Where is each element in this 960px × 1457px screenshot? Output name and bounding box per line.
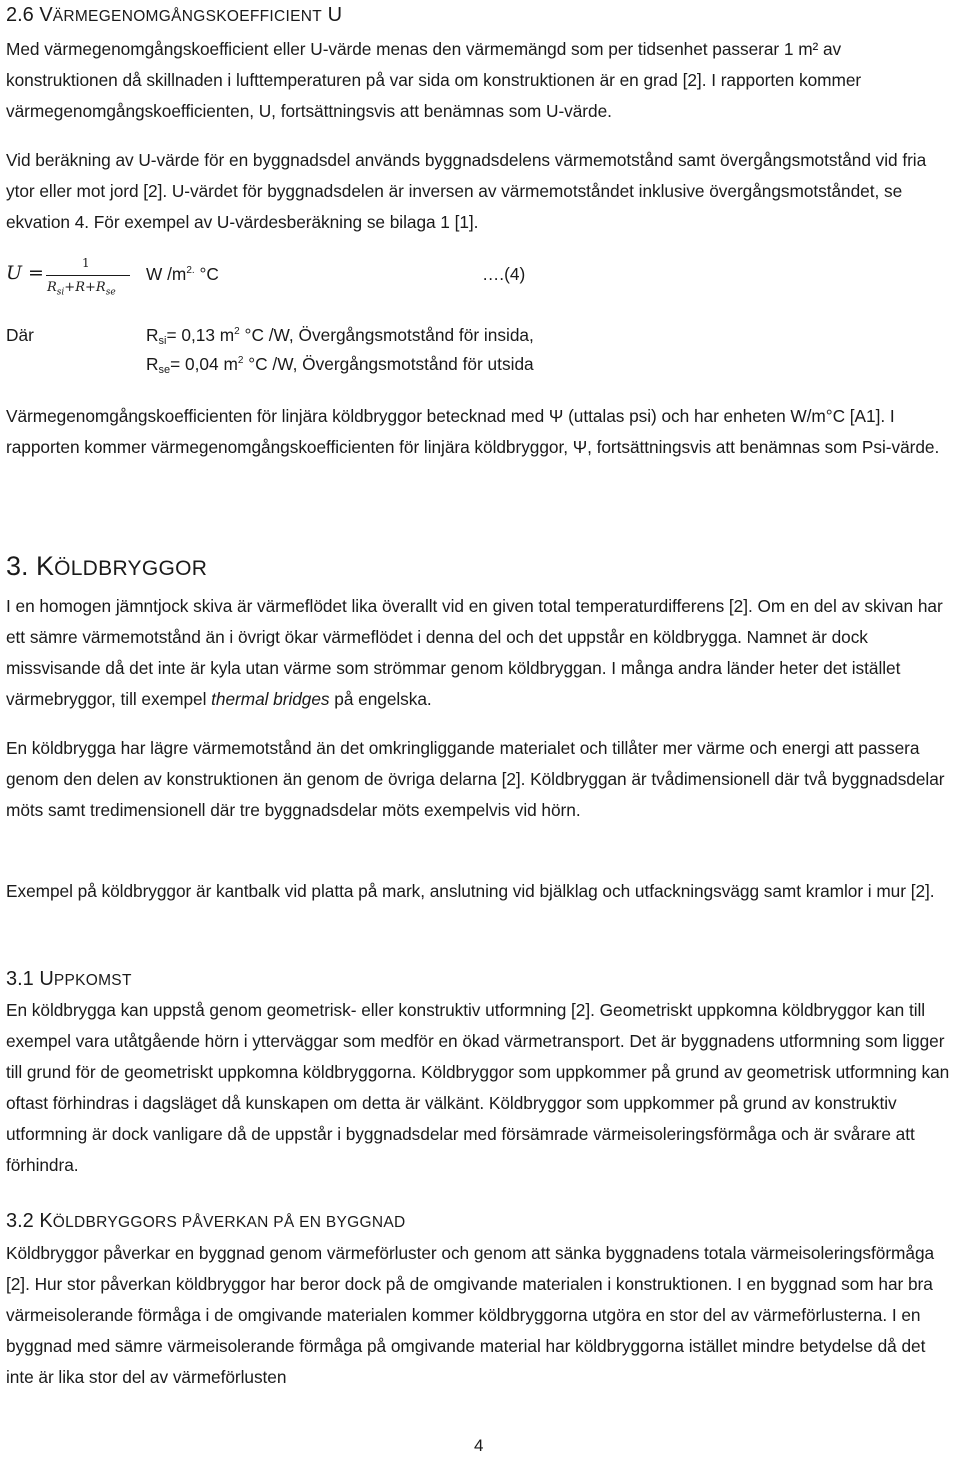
heading-number: 3.2	[6, 1210, 34, 1232]
page-number: 4	[474, 1436, 484, 1455]
heading-2-6: 2.6 VÄRMEGENOMGÅNGSKOEFFICIENT U	[6, 4, 343, 26]
fraction-numerator: 1	[82, 256, 90, 270]
where-line-rse: $R_{se}= 0,04$ $m^2$ °C /W, Övergångsmotstånd för utsida	[146, 354, 534, 376]
italic-term: thermal bridges	[211, 689, 330, 709]
heading-3-2: 3.2 KÖLDBRYGGORS PÅVERKAN PÅ EN BYGGNAD	[6, 1210, 406, 1232]
heading-number: 3.1	[6, 968, 34, 990]
fraction-bar	[46, 275, 130, 276]
heading-number: 2.6	[6, 4, 34, 26]
equation-unit: W $/m^{2.}$ °C	[146, 264, 219, 284]
paragraph-psi-value: Värmegenomgångskoefficienten för linjära köldbryggor betecknad med Ψ (uttalas psi) och har enheten W/m°C [A1]. I rapporten kommer värmegenomgångskoefficienten för linjära köldbryggor, Ψ, fortsättningsvis att benämnas som Psi-värde.	[6, 406, 940, 457]
paragraph-koldbrygga-examples: Exempel på köldbryggor är kantbalk vid platta på mark, anslutning vid bjälklag och utfackningsvägg samt kramlor i mur [2].	[6, 881, 935, 901]
paragraph-uppkomst: En köldbrygga kan uppstå genom geometrisk- eller konstruktiv utformning [2]. Geometriskt uppkomna köldbryggor kan till exempel vara utåtgående hörn i ytterväggar som medför en ökad värmetransport. Det är byggnadens utformning som ligger till grund för de geometriskt uppkomna köldbryggorna. Köldbryggor som uppkommer på grund av geometrisk utformning kan oftast förhindras i dagsläget då kunskapen om detta är välkänt. Köldbryggor som uppkommer på grund av konstruktiv utformning är dock vanligare då de uppstår i byggnadsdelar med försämrade värmeisoleringsförmåga och är svårare att förhindra.	[6, 1000, 950, 1175]
heading-3: 3. KÖLDBRYGGOR	[6, 551, 208, 581]
paragraph-u-value-definition: Med värmegenomgångskoefficient eller U-värde menas den värmemängd som per tidsenhet passerar 1 m² av konstruktionen då skillnaden i lufttemperaturen på var sida om konstruktionen är en grad [2]. I rapporten kommer värmegenomgångskoefficienten, U, fortsättningsvis att benämnas som U-värde.	[6, 39, 862, 121]
where-line-rsi: $R_{si}= 0,13$ $m^2$ °C /W, Övergångsmotstånd för insida,	[146, 325, 534, 347]
paragraph-koldbrygga-definition: En köldbrygga har lägre värmemotstånd än det omkringliggande materialet och tillåter mer värme och energi att passera genom den delen av konstruktionen än genom de övriga delarna [2]. Köldbryggan är tvådimensionell där två byggnadsdelar möts samt tredimensionell där tre byggnadsdelar möts exempelvis vid hörn.	[6, 738, 945, 820]
fraction-denominator: $R_{si}+R+R_{se}$	[47, 280, 116, 298]
heading-number: 3.	[6, 551, 29, 581]
heading-3-1: 3.1 UPPKOMST	[6, 968, 132, 990]
paragraph-u-value-calculation: Vid beräkning av U-värde för en byggnadsdel används byggnadsdelens värmemotstånd samt övergångsmotstånd vid fria ytor eller mot jord [2]. U-värdet för byggnadsdelen är inversen av värmemotståndet inklusive övergångsmotståndet, se ekvation 4. För exempel av U-värdesberäkning se bilaga 1 [1].	[6, 150, 927, 232]
paragraph-koldbrygga-intro: I en homogen jämntjock skiva är värmeflödet lika överallt vid en given total temperaturdifferens [2]. Om en del av skivan har ett sämre värmemotstånd än i övrigt ökar värmeflödet i denna del och det uppstår en köldbrygga. Namnet är dock missvisande då det inte är kyla utan värme som strömmar genom köldbryggan. I många andra länder heter det istället värmebryggor, till exempel thermal bridges på engelska.	[6, 596, 943, 709]
equation-lhs: U =	[6, 262, 44, 284]
equation-number: ….(4)	[482, 264, 526, 284]
paragraph-paverkan: Köldbryggor påverkar en byggnad genom värmeförluster och genom att sänka byggnadens totala värmeisoleringsförmåga [2]. Hur stor påverkan köldbryggor har beror dock på de omgivande materialen i konstruktionen. I en byggnad som har bra värmeisolerande förmåga i de omgivande materialen kommer köldbryggorna utgöra en stor del av värmeförlusterna. I en byggnad med sämre värmeisolerande förmåga på omgivande material har köldbryggorna istället mindre betydelse då det inte är lika stor del av värmeförlusten	[6, 1243, 935, 1387]
where-label: Där	[6, 325, 34, 345]
